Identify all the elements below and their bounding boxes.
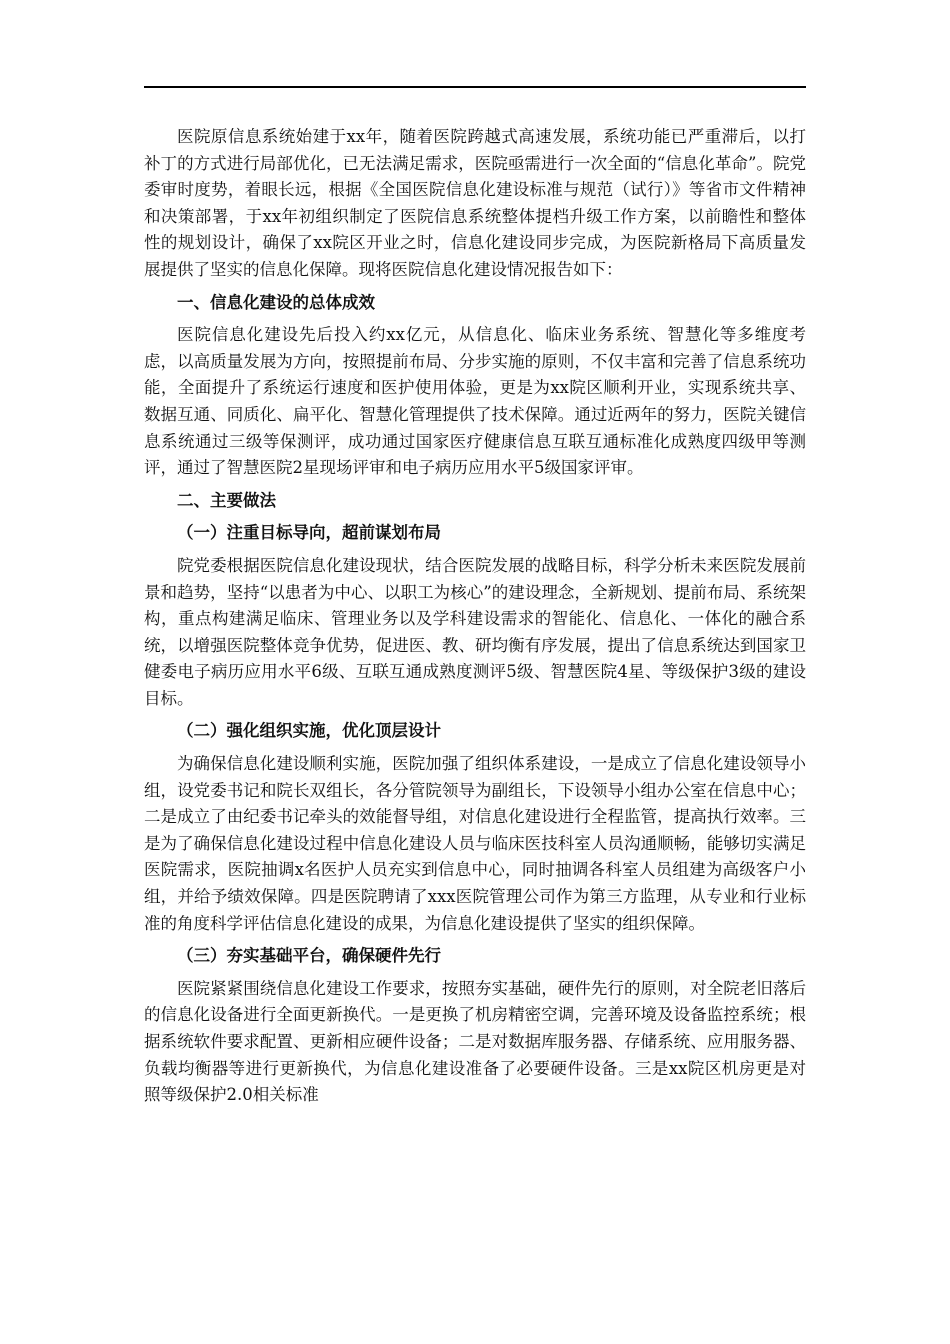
document-body [144,124,806,1109]
subsection-heading-organization: （二）强化组织实施，优化顶层设计 [177,721,441,741]
section-heading-main-practices: 二、主要做法 [177,490,276,510]
section-heading-overall-results: 一、信息化建设的总体成效 [177,292,375,312]
subsection-paragraph-hardware: 医院紧紧围绕信息化建设工作要求，按照夯实基础，硬件先行的原则，对全院老旧落后的信息化设备进行全面更新换代。一是更换了机房精密空调，完善环境及设备监控系统；根据系统软件要求配置、更新相应硬件设备；二是对数据库服务器、存储系统、应用服务器、负载均衡器等进行更新换代，为信息化建设准备了必要硬件设备。三是xx院区机房更是对照等级保护2.0相关标准 [144,978,806,1105]
subsection-paragraph-organization: 为确保信息化建设顺利实施，医院加强了组织体系建设，一是成立了信息化建设领导小组，设党委书记和院长双组长，各分管院领导为副组长，下设领导小组办公室在信息中心；二是成立了由纪委书记牵头的效能督导组，对信息化建设进行全程监管，提高执行效率。三是为了确保信息化建设过程中信息化建设人员与临床医技科室人员沟通顺畅，能够切实满足医院需求，医院抽调x名医护人员充实到信息中心，同时抽调各科室人员组建为高级客户小组，并给予绩效保障。四是医院聘请了xxx医院管理公司作为第三方监理，从专业和行业标准的角度科学评估信息化建设的成果，为信息化建设提供了坚实的组织保障。 [144,754,806,933]
subsection-paragraph-goal-orientation: 院党委根据医院信息化建设现状，结合医院发展的战略目标，科学分析未来医院发展前景和趋势，坚持“以患者为中心、以职工为核心”的建设理念，全新规划、提前布局、系统架构，重点构建满足临床、管理业务以及学科建设需求的智能化、信息化、一体化的融合系统，以增强医院整体竞争优势，促进医、教、研均衡有序发展，提出了信息系统达到国家卫健委电子病历应用水平6级、互联互通成熟度测评5级、智慧医院4星、等级保护3级的建设目标。 [144,555,806,708]
header-rule [144,86,806,88]
intro-paragraph: 医院原信息系统始建于xx年，随着医院跨越式高速发展，系统功能已严重滞后，以打补丁的方式进行局部优化，已无法满足需求，医院亟需进行一次全面的“信息化革命”。院党委审时度势，着眼长远，根据《全国医院信息化建设标准与规范（试行）》等省市文件精神和决策部署，于xx年初组织制定了医院信息系统整体提档升级工作方案，以前瞻性和整体性的规划设计，确保了xx院区开业之时，信息化建设同步完成，为医院新格局下高质量发展提供了坚实的信息化保障。现将医院信息化建设情况报告如下： [144,127,806,279]
section-paragraph-overall-results: 医院信息化建设先后投入约xx亿元，从信息化、临床业务系统、智慧化等多维度考虑，以高质量发展为方向，按照提前布局、分步实施的原则，不仅丰富和完善了信息系统功能，全面提升了系统运行速度和医护使用体验，更是为xx院区顺利开业，实现系统共享、数据互通、同质化、扁平化、智慧化管理提供了技术保障。通过近两年的努力，医院关键信息系统通过三级等保测评，成功通过国家医疗健康信息互联互通标准化成熟度四级甲等测评，通过了智慧医院2星现场评审和电子病历应用水平5级国家评审。 [144,325,806,478]
subsection-heading-hardware: （三）夯实基础平台，确保硬件先行 [177,946,441,966]
subsection-heading-goal-orientation: （一）注重目标导向，超前谋划布局 [177,523,441,543]
